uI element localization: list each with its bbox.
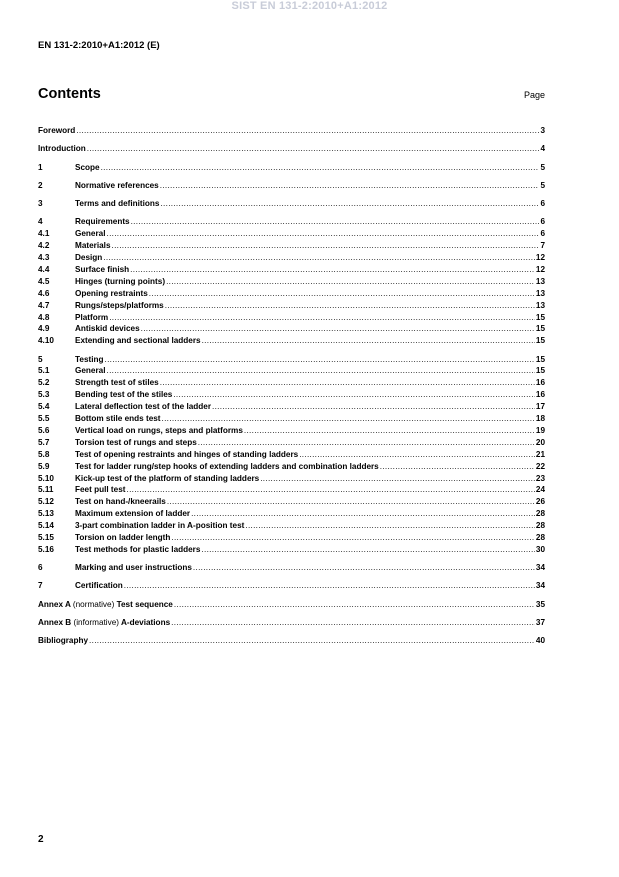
toc-entry-title xyxy=(75,449,298,461)
dot-leader xyxy=(191,508,535,520)
toc-entry-number: 2 xyxy=(38,180,43,190)
toc-entry-page: 13 xyxy=(535,288,545,298)
dot-leader xyxy=(160,180,540,192)
toc-entry[interactable] xyxy=(38,532,545,544)
dot-leader xyxy=(89,635,535,647)
toc-entry-page: 13 xyxy=(535,300,545,310)
toc-entry-title xyxy=(75,532,170,544)
toc-entry-page: 6 xyxy=(540,199,545,209)
toc-entry-title xyxy=(75,276,165,288)
dot-leader xyxy=(380,461,535,473)
toc-entry-title xyxy=(75,288,148,300)
toc-entry-title-text: Bending test of the stiles xyxy=(75,390,173,400)
toc-entry-number: 4.3 xyxy=(38,253,50,263)
dot-leader xyxy=(101,162,540,174)
toc-entry-number: 4.10 xyxy=(38,336,54,346)
dot-leader xyxy=(244,425,535,437)
toc-entry-title xyxy=(38,635,88,647)
toc-entry-title xyxy=(38,617,170,629)
dot-leader xyxy=(171,617,535,629)
toc-entry[interactable] xyxy=(38,562,545,574)
toc-entry-page: 34 xyxy=(535,581,545,591)
toc-entry-number: 7 xyxy=(38,581,43,591)
toc-entry-number: 4.8 xyxy=(38,312,50,322)
toc-entry-title-text: Strength test of stiles xyxy=(75,378,159,388)
toc-entry-title-text: Marking and user instructions xyxy=(75,563,192,573)
toc-entry[interactable] xyxy=(38,496,545,508)
toc-entry-title xyxy=(75,252,102,264)
toc-entry-number: 5.16 xyxy=(38,544,54,554)
toc-entry-number: 5 xyxy=(38,354,43,364)
toc-entry-page: 15 xyxy=(535,336,545,346)
toc-entry-title-text: Opening restraints xyxy=(75,288,148,298)
toc-entry[interactable] xyxy=(38,143,545,155)
toc-entry[interactable] xyxy=(38,240,545,252)
toc-entry-title-text: Test for ladder rung/step hooks of extending ladders and combination ladders xyxy=(75,461,379,471)
toc-entry-title xyxy=(75,461,379,473)
toc-entry[interactable] xyxy=(38,312,545,324)
toc-entry-title-text: Introduction xyxy=(38,144,86,154)
toc-entry-page: 15 xyxy=(535,312,545,322)
toc-entry-number: 5.5 xyxy=(38,414,50,424)
toc-entry-number: 5.7 xyxy=(38,437,50,447)
dot-leader xyxy=(109,312,535,324)
toc-entry-title-text: Feet pull test xyxy=(75,485,126,495)
toc-entry-number: 5.14 xyxy=(38,521,54,531)
toc-entry-title xyxy=(75,216,130,228)
toc-entry-number: 4.4 xyxy=(38,264,50,274)
toc-entry-title xyxy=(75,413,161,425)
toc-entry[interactable] xyxy=(38,228,545,240)
dot-leader xyxy=(141,323,535,335)
toc-entry-page: 28 xyxy=(535,532,545,542)
toc-entry-title xyxy=(75,228,106,240)
toc-entry-number: 5.4 xyxy=(38,402,50,412)
dot-leader xyxy=(299,449,535,461)
toc-entry[interactable] xyxy=(38,365,545,377)
toc-entry[interactable] xyxy=(38,389,545,401)
toc-entry-title-text: Rungs/steps/platforms xyxy=(75,300,164,310)
toc-entry-page: 6 xyxy=(540,217,545,227)
toc-entry-page: 24 xyxy=(535,485,545,495)
toc-entry-page: 12 xyxy=(535,264,545,274)
toc-entry-title-text: 3-part combination ladder in A-position test xyxy=(75,521,245,531)
toc-entry-title xyxy=(38,599,173,611)
dot-leader xyxy=(149,288,535,300)
toc-entry-title-text: Certification xyxy=(75,581,123,591)
toc-entry-number: 5.12 xyxy=(38,497,54,507)
dot-leader xyxy=(174,599,535,611)
toc-entry-title xyxy=(75,401,211,413)
toc-entry-title-text: Bibliography xyxy=(38,636,89,646)
dot-leader xyxy=(165,300,535,312)
toc-entry-title xyxy=(75,484,126,496)
toc-entry-title xyxy=(75,300,164,312)
dot-leader xyxy=(260,473,535,485)
dot-leader xyxy=(162,413,535,425)
toc-entry-page: 26 xyxy=(535,497,545,507)
dot-leader xyxy=(107,228,540,240)
footer-page-number: 2 xyxy=(38,834,44,845)
toc-entry-page: 17 xyxy=(535,402,545,412)
toc-entry-title xyxy=(75,473,259,485)
toc-entry-number: 4.2 xyxy=(38,241,50,251)
toc-entry-page: 37 xyxy=(535,617,545,627)
dot-leader xyxy=(103,252,535,264)
toc-entry-page: 12 xyxy=(535,253,545,263)
dot-leader xyxy=(105,354,535,366)
dot-leader xyxy=(212,401,535,413)
toc-entry-title-text: Bottom stile ends test xyxy=(75,414,161,424)
toc-entry-number: 5.13 xyxy=(38,509,54,519)
toc-entry[interactable] xyxy=(38,617,545,629)
toc-entry-page: 5 xyxy=(540,180,545,190)
toc-entry-page: 23 xyxy=(535,473,545,483)
toc-entry[interactable] xyxy=(38,323,545,335)
toc-entry-page: 13 xyxy=(535,276,545,286)
toc-entry-title-text: Scope xyxy=(75,162,100,172)
toc-entry-number: 4.9 xyxy=(38,324,50,334)
toc-entry-page: 7 xyxy=(540,241,545,251)
annex-qualifier: (normative) xyxy=(72,599,115,609)
toc-entry[interactable] xyxy=(38,300,545,312)
toc-entry[interactable] xyxy=(38,288,545,300)
toc-entry-page: 35 xyxy=(535,599,545,609)
toc-entry-title-text: Lateral deflection test of the ladder xyxy=(75,402,212,412)
toc-entry[interactable] xyxy=(38,425,545,437)
toc-entry[interactable] xyxy=(38,437,545,449)
toc-entry-number: 3 xyxy=(38,199,43,209)
toc-entry-page: 21 xyxy=(535,449,545,459)
toc-entry-title-text: Test on hand-/kneerails xyxy=(75,497,166,507)
dot-leader xyxy=(173,389,535,401)
toc-entry-number: 5.10 xyxy=(38,473,54,483)
toc-entry[interactable] xyxy=(38,599,545,611)
toc-entry-number: 4.7 xyxy=(38,300,50,310)
dot-leader xyxy=(201,544,534,556)
toc-entry-number: 4.1 xyxy=(38,229,50,239)
toc-entry[interactable] xyxy=(38,635,545,647)
dot-leader xyxy=(130,264,535,276)
toc-entry[interactable] xyxy=(38,580,545,592)
toc-entry-title xyxy=(75,437,197,449)
toc-entry-title xyxy=(75,264,129,276)
toc-entry-title-text: General xyxy=(75,366,106,376)
toc-entry-number: 4 xyxy=(38,217,43,227)
toc-entry-page: 16 xyxy=(535,390,545,400)
page-column-label: Page xyxy=(523,90,545,100)
toc-entry-page: 28 xyxy=(535,509,545,519)
toc-entry-number: 5.2 xyxy=(38,378,50,388)
dot-leader xyxy=(160,198,539,210)
dot-leader xyxy=(198,437,535,449)
dot-leader xyxy=(245,520,535,532)
table-of-contents xyxy=(38,125,545,647)
toc-entry-page: 5 xyxy=(540,162,545,172)
dot-leader xyxy=(166,276,535,288)
toc-entry-page: 22 xyxy=(535,461,545,471)
toc-entry-title xyxy=(75,365,106,377)
toc-entry-title-text: Surface finish xyxy=(75,264,130,274)
dot-leader xyxy=(112,240,540,252)
toc-entry[interactable] xyxy=(38,449,545,461)
toc-entry-title-text: Vertical load on rungs, steps and platforms xyxy=(75,425,243,435)
toc-entry-title-text: Kick-up test of the platform of standing ladders xyxy=(75,473,260,483)
toc-entry-page: 34 xyxy=(535,563,545,573)
dot-leader xyxy=(202,335,535,347)
toc-entry[interactable] xyxy=(38,252,545,264)
toc-entry-title xyxy=(75,425,243,437)
dot-leader xyxy=(193,562,535,574)
toc-entry[interactable] xyxy=(38,473,545,485)
toc-entry[interactable] xyxy=(38,335,545,347)
annex-title: Test sequence xyxy=(116,599,173,609)
toc-entry-number: 5.6 xyxy=(38,425,50,435)
toc-entry-page: 3 xyxy=(540,126,545,135)
dot-leader xyxy=(87,143,540,155)
annex-qualifier: (informative) xyxy=(73,617,119,627)
toc-entry-number: 5.3 xyxy=(38,390,50,400)
watermark: SIST EN 131-2:2010+A1:2012 xyxy=(231,0,388,12)
toc-entry-page: 15 xyxy=(535,354,545,364)
toc-entry-page: 18 xyxy=(535,414,545,424)
toc-entry-title-text: Maximum extension of ladder xyxy=(75,509,191,519)
dot-leader xyxy=(107,365,535,377)
toc-entry-page: 28 xyxy=(535,521,545,531)
toc-entry-number: 5.1 xyxy=(38,366,50,376)
toc-entry-title-text: Terms and definitions xyxy=(75,199,160,209)
toc-entry-number: 1 xyxy=(38,162,43,172)
toc-entry-title-text: Extending and sectional ladders xyxy=(75,336,201,346)
toc-entry[interactable] xyxy=(38,508,545,520)
toc-entry-number: 5.15 xyxy=(38,532,54,542)
toc-entry-title-text: Materials xyxy=(75,241,111,251)
document-id: EN 131-2:2010+A1:2012 (E) xyxy=(38,40,160,51)
toc-entry[interactable] xyxy=(38,125,545,137)
toc-entry-title xyxy=(75,354,104,366)
toc-entry-title-text: Test methods for plastic ladders xyxy=(75,544,201,554)
toc-entry-page: 20 xyxy=(535,437,545,447)
toc-entry-title xyxy=(75,312,108,324)
toc-entry-title xyxy=(75,580,123,592)
toc-entry-title-text: Normative references xyxy=(75,180,159,190)
dot-leader xyxy=(76,125,539,137)
toc-entry[interactable] xyxy=(38,264,545,276)
toc-entry-title-text: Torsion test of rungs and steps xyxy=(75,437,197,447)
toc-entry-title-text: Foreword xyxy=(38,126,76,135)
annex-title: A-deviations xyxy=(120,617,171,627)
toc-entry-title xyxy=(75,162,100,174)
toc-entry[interactable] xyxy=(38,162,545,174)
toc-entry[interactable] xyxy=(38,413,545,425)
toc-entry-title-text: General xyxy=(75,229,106,239)
toc-entry-title xyxy=(75,562,192,574)
toc-entry[interactable] xyxy=(38,544,545,556)
toc-entry-title xyxy=(38,143,86,155)
toc-entry-number: 5.9 xyxy=(38,461,50,471)
toc-entry[interactable] xyxy=(38,401,545,413)
toc-entry-page: 6 xyxy=(540,229,545,239)
toc-entry-number: 4.6 xyxy=(38,288,50,298)
toc-entry-page: 40 xyxy=(535,636,545,646)
toc-entry[interactable] xyxy=(38,276,545,288)
toc-entry-number: 5.11 xyxy=(38,485,54,495)
toc-entry-title xyxy=(75,389,172,401)
toc-entry-page: 19 xyxy=(535,425,545,435)
toc-entry-title-text: Test of opening restraints and hinges of standing ladders xyxy=(75,449,299,459)
toc-entry-page: 4 xyxy=(540,144,545,154)
toc-entry-title xyxy=(75,198,159,210)
toc-entry[interactable] xyxy=(38,377,545,389)
toc-entry-title-text: Requirements xyxy=(75,217,130,227)
toc-entry-title xyxy=(75,335,201,347)
dot-leader xyxy=(124,580,535,592)
toc-entry-title-text: Design xyxy=(75,253,103,263)
toc-entry-page: 15 xyxy=(535,366,545,376)
toc-entry-title-text: Testing xyxy=(75,354,104,364)
toc-entry-page: 30 xyxy=(535,544,545,554)
toc-entry[interactable] xyxy=(38,354,545,366)
toc-entry-title xyxy=(75,520,244,532)
toc-entry-title xyxy=(75,240,111,252)
toc-entry-title xyxy=(75,496,166,508)
toc-entry-number: 6 xyxy=(38,563,43,573)
toc-entry[interactable] xyxy=(38,484,545,496)
toc-entry-number: 5.8 xyxy=(38,449,50,459)
toc-entry-title-text: Torsion on ladder length xyxy=(75,532,171,542)
dot-leader xyxy=(167,496,535,508)
toc-entry[interactable] xyxy=(38,520,545,532)
toc-entry[interactable] xyxy=(38,216,545,228)
toc-entry-title xyxy=(38,125,75,137)
toc-entry-title-text: Annex A xyxy=(38,599,71,609)
contents-title: Contents xyxy=(38,86,101,102)
toc-entry[interactable] xyxy=(38,180,545,192)
toc-entry-title xyxy=(75,323,140,335)
toc-entry-number: 4.5 xyxy=(38,276,50,286)
toc-entry-title-text: Hinges (turning points) xyxy=(75,276,166,286)
dot-leader xyxy=(171,532,535,544)
dot-leader xyxy=(131,216,540,228)
toc-entry-title-text: Annex B xyxy=(38,617,72,627)
dot-leader xyxy=(160,377,535,389)
toc-entry-title xyxy=(75,180,159,192)
toc-entry-page: 16 xyxy=(535,378,545,388)
toc-entry-title-text: Antiskid devices xyxy=(75,324,140,334)
toc-entry-title-text: Platform xyxy=(75,312,109,322)
toc-entry-page: 15 xyxy=(535,324,545,334)
toc-entry-title xyxy=(75,508,190,520)
dot-leader xyxy=(127,484,535,496)
toc-entry-title xyxy=(75,544,200,556)
toc-entry[interactable] xyxy=(38,461,545,473)
toc-entry[interactable] xyxy=(38,198,545,210)
toc-entry-title xyxy=(75,377,159,389)
